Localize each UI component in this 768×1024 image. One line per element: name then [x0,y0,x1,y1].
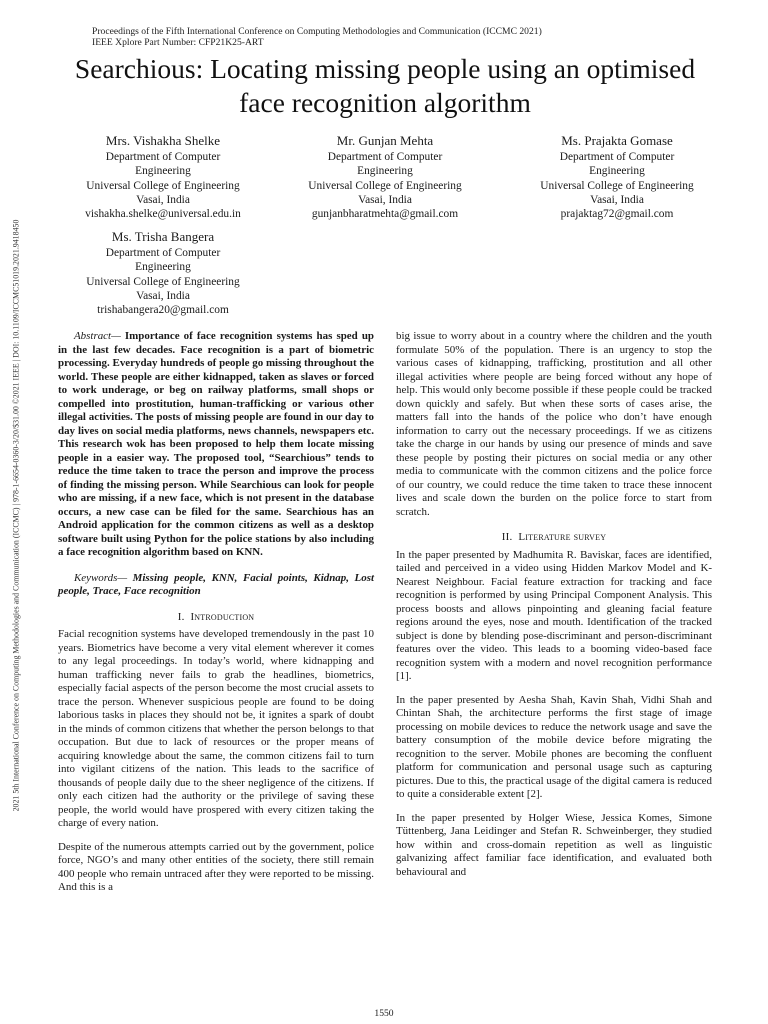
section-heading-introduction [58,611,374,625]
paragraph: In the paper presented by Madhumita R. Baviskar, faces are identified, tailed and perceived in a video using Hidden Markov Model and K-Nearest Neighbour. Facial feature extraction for tracking and face recognition is performed by using Principal Component Analysis. This process boosts and allows pinpointing and gleaning facial feature regions around the eyes, nose and mouth. Identification of the tracked subject is done by blending pose-discriminant and person-discriminant features over the video. This leads to a booming video-based face recognition system with a modern and novel recognition performance [1]. [396,548,712,682]
author-college: Universal College of Engineering [308,179,462,192]
conference-header [92,26,542,48]
paper-title: Searchious: Locating missing people using an optimised face recognition algorithm [74,53,696,118]
author-block-1 [58,133,268,221]
author-email: trishabangera20@gmail.com [97,304,229,317]
keywords-text: Missing people, KNN, Facial points, Kidnap, Lost people, Trace, Face recognition [58,571,374,597]
author-name: Ms. Trisha Bangera [111,229,215,244]
author-name: Mr. Gunjan Mehta [336,133,434,148]
right-column [396,330,712,879]
author-dept: Department of Computer Engineering [105,151,221,178]
author-email: gunjanbharatmehta@gmail.com [311,208,459,221]
author-college: Universal College of Engineering [86,275,240,288]
paragraph: In the paper presented by Holger Wiese, Jessica Komes, Simone Tüttenberg, Jana Leidinger and Stefan R. Schweinberger, they studied how within and cross-domain repetition as well as linguistic galvanizing affect familiar face identification, and evaluated both behavioural and [396,811,712,878]
section-title: Literature survey [518,531,607,543]
paragraph: In the paper presented by Aesha Shah, Kavin Shah, Vidhi Shah and Chintan Shah, the architecture performs the first stage of image processing on mobile devices to reduce the network usage and save the battery consumption of the mobile device before migrating the recognition to the server. Mobile phones are becoming the confluent platform for communication and personal usage such as capturing pictures. Due to this, the practical usage of the digital camera is reduced to quite a considerable extent [2]. [396,693,712,800]
author-name: Mrs. Vishakha Shelke [105,133,221,148]
author-college: Universal College of Engineering [540,179,694,192]
author-name: Ms. Prajakta Gomase [561,133,673,148]
abstract [58,330,374,560]
paragraph: Despite of the numerous attempts carried out by the government, police force, NGO’s and many other entities of the society, there still remain 400 people who remain untraced after they were reported to be missing. And this is a [58,840,374,893]
keywords [58,572,374,599]
paragraph: Facial recognition systems have developed tremendously in the past 10 years. Biometrics have become a very vital element wherever it comes to any legal proceedings. In today’s world, where kidnapping and human trafficking never fails to grab the headlines, biometrics, especially facial aspects of the person become the most crucial assets to trace the person. Whenever suspicious people are found to be doing laborious tasks in places they should not be, it ignites a spark of doubt in the minds of common citizens that whether the person belongs to that occupation. But due to lack of resources or the proper means of acquiring knowledge about the same, the common citizens fail to turn into vigilant citizens of the nation. This leads to the sacrifice of thousands of people daily due to the sheer negligence of the citizens. If only each citizen had the authority or the privilege of saving these people, the world would have prospered with every citizen taking the charge of every nation. [58,628,374,829]
author-city: Vasai, India [136,193,190,206]
paragraph: big issue to worry about in a country where the children and the youth formulate 50% of the population. There is an urgency to stop the various cases of kidnapping, trafficking, prostitution and all other illegal activities where people are being forced without any hope of help. This would only become possible if these people could be tracked down quickly and safely. But when these sorts of cases arise, the matters fall into the hands of the police who don’t have enough information to carry out the necessary proceedings. If we as citizens take the charge in our hands by using our presence of minds and save these people by posting their pictures on social media or any other media to communicate with the common citizens and the police force of our country, we could reduce the time taken to trace these innocent lives and scale down the burden on the police force to start from scratch. [396,330,712,518]
author-college: Universal College of Engineering [86,179,240,192]
author-city: Vasai, India [358,193,412,206]
part-number-line: IEEE Xplore Part Number: CFP21K25-ART [92,37,264,48]
author-block-4 [58,229,268,317]
page-number: 1550 [374,1008,394,1019]
author-email: prajaktag72@gmail.com [560,208,674,221]
section-title: Introduction [190,610,255,623]
section-heading-literature-survey [396,531,712,545]
side-margin-citation [2,145,30,885]
author-dept: Department of Computer Engineering [105,247,221,274]
side-margin-text: 2021 5th International Conference on Computing Methodologies and Communication (ICCMC) | 978-1-6654-0360-3/20/$31.00 ©2021 IEEE | DOI: 10.1109/ICCMC51019.2021.9418450 [11,219,21,811]
abstract-text: Importance of face recognition systems has sped up in the last few decades. Face recognition is a part of biometric processing. Everyday hundreds of people go missing throughout the world. These people are either kidnapped, taken as slaves or forced to work underage, or beg on railway platforms, small shops or compelled into prostitution, human-trafficking or various other illegal activities. The posts of missing people are found in our day to day lives on social media platforms, news channels, newspapers etc. This research wok has been proposed to help them locate missing people in a easier way. The proposed tool, “Searchious” tends to reduce the time taken to trace the person and improve the process of finding the missing person. While Searchious can look for people who are missing, if a new face, which is not present in the database occurs, a new case can be filed for the same. Searchious has an Android application for the common citizens as well as a desktop software built using Python for the police stations by also including a face recognition algorithm based on KNN. [58,330,374,558]
section-number: II. [501,531,513,543]
author-dept: Department of Computer Engineering [559,151,675,178]
author-dept: Department of Computer Engineering [327,151,443,178]
author-city: Vasai, India [590,193,644,206]
author-city: Vasai, India [136,289,190,302]
conference-line: Proceedings of the Fifth International Conference on Computing Methodologies and Communication (ICCMC 2021) [92,26,542,37]
author-email: vishakha.shelke@universal.edu.in [85,208,241,221]
abstract-label: Abstract— [74,330,121,342]
author-block-3 [512,133,722,221]
left-column [58,330,374,895]
author-block-2 [280,133,490,221]
section-number: I. [177,610,185,623]
keywords-label: Keywords— [74,571,128,584]
